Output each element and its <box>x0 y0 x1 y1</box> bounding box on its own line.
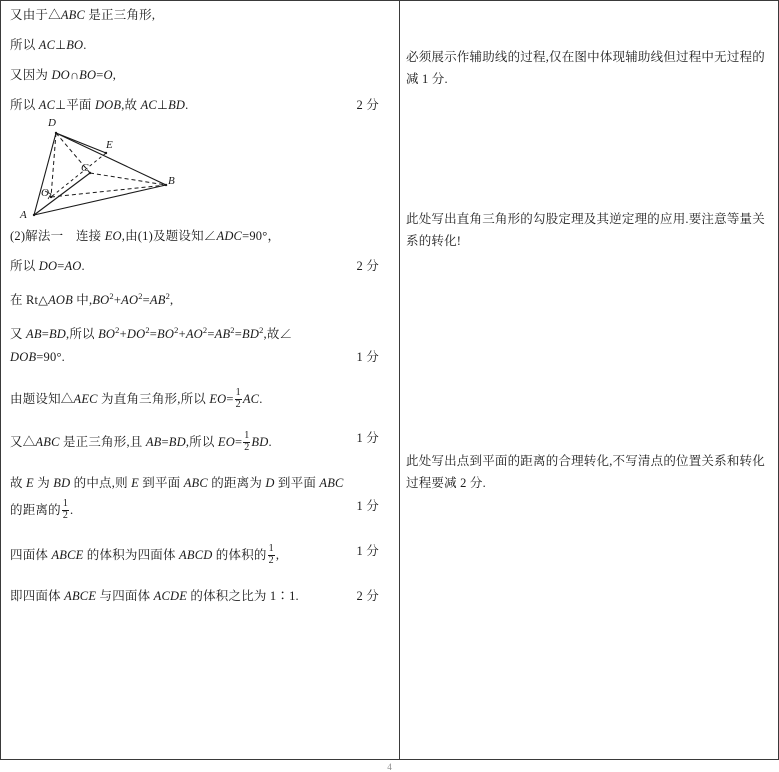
solution-text: 又由于△ABC 是正三角形, <box>10 8 156 22</box>
spacer <box>10 308 391 323</box>
tetrahedron-svg <box>18 117 218 227</box>
spacer <box>10 342 391 350</box>
spacer <box>10 83 391 98</box>
grading-notes-column <box>400 0 778 760</box>
figure-label-e: E <box>106 139 113 151</box>
score-mark: 1 分 <box>356 350 379 365</box>
grading-note: 此处写出直角三角形的勾股定理及其逆定理的应用.要注意等量关系的转化! <box>406 212 765 248</box>
solution-line <box>10 289 391 308</box>
figure-label-c: C <box>81 162 89 174</box>
solution-line <box>10 323 391 342</box>
figure-label-b: B <box>168 175 175 187</box>
grading-note: 必须展示作辅助线的过程,仅在图中体现辅助线但过程中无过程的减 1 分. <box>406 50 765 86</box>
score-mark: 2 分 <box>356 259 379 273</box>
page-footer-mark: 4 <box>387 762 392 772</box>
solution-line <box>10 589 391 604</box>
solution-text: 即四面体 ABCE 与四面体 ACDE 的体积之比为 1∶1. <box>10 589 299 604</box>
score-mark: 1 分 <box>356 499 379 514</box>
solution-text: 在 Rt△AOB 中$,BO^2+AO^2=AB^2$, <box>10 291 174 308</box>
solution-text: 所以 DO=AO. <box>10 259 85 273</box>
solution-line <box>10 38 391 53</box>
solution-line <box>10 499 391 521</box>
solution-line <box>10 431 391 453</box>
grading-note: 此处写出点到平面的距离的合理转化,不写清点的位置关系和转化过程要减 2 分. <box>406 454 765 490</box>
spacer <box>10 244 391 259</box>
solution-text: (2)解法一 连接 EO,由(1)及题设知∠ADC=90°， <box>10 229 281 243</box>
solution-text: 又 AB=BD,所以 $BO^2+DO^2=BO^2+AO^2=AB^2=BD^2$,故∠ <box>10 325 293 342</box>
solution-line <box>10 68 391 83</box>
tetrahedron-diagram <box>18 117 218 227</box>
spacer <box>10 53 391 68</box>
figure-label-o: O <box>41 187 49 199</box>
solution-line <box>10 8 391 23</box>
solution-text: 所以 AC⊥BO. <box>10 38 87 52</box>
spacer <box>10 365 391 380</box>
solution-line <box>10 259 391 274</box>
figure-label-a: A <box>20 209 27 221</box>
solution-text: 故 E 为 BD 的中点,则 E 到平面 ABC 的距离为 D 到平面 ABC <box>10 476 344 491</box>
solution-text: 由题设知△AEC 为直角三角形,所以 EO= $\frac{1}{2}$ AC. <box>10 387 263 410</box>
solution-line <box>10 476 391 491</box>
spacer <box>10 274 391 289</box>
spacer <box>10 380 391 388</box>
figure-label-d: D <box>48 117 56 129</box>
solution-text: 又△ABC 是正三角形,且 AB=BD,所以 EO= $\frac{1}{2}$ BD. <box>10 430 272 453</box>
score-mark: 1 分 <box>356 431 379 446</box>
score-mark: 2 分 <box>356 589 379 604</box>
solution-text: DOB=90°. <box>10 350 65 365</box>
spacer <box>10 410 391 425</box>
spacer <box>10 536 391 544</box>
solution-line <box>10 350 391 365</box>
score-mark: 1 分 <box>356 544 379 559</box>
solution-line <box>10 98 391 113</box>
solution-line <box>10 229 391 244</box>
spacer <box>10 23 391 38</box>
solution-text: 的距离的 $\frac{1}{2}$ . <box>10 498 74 521</box>
spacer <box>10 521 391 536</box>
spacer <box>10 453 391 468</box>
score-mark: 2 分 <box>356 98 379 112</box>
solution-line <box>10 388 391 410</box>
solution-line <box>10 544 391 566</box>
solution-text: 又因为 DO∩BO=O, <box>10 68 117 82</box>
solution-text: 所以 AC⊥平面 DOB,故 AC⊥BD. <box>10 98 189 112</box>
spacer <box>10 566 391 581</box>
solution-text: 四面体 ABCE 的体积为四面体 ABCD 的体积的 $\frac{1}{2}$ , <box>10 543 280 566</box>
